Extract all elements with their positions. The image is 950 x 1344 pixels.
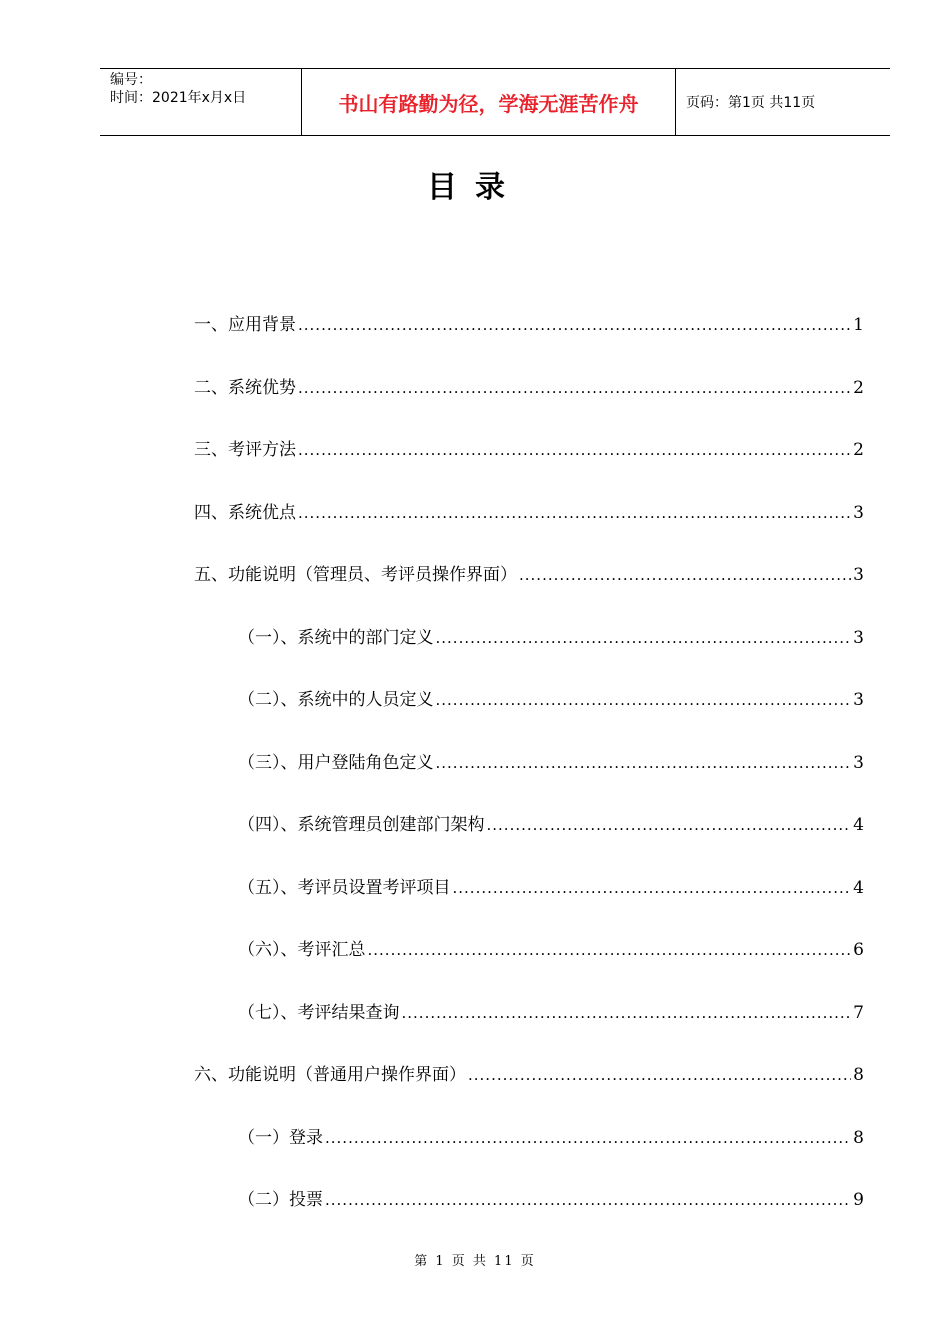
- toc-entry-page: 7: [853, 1002, 864, 1023]
- toc-entry-title: 一、应用背景: [194, 315, 296, 335]
- toc-entry-page: 6: [853, 940, 864, 960]
- page-title: 目录: [427, 170, 523, 205]
- toc-entry-title: （二）投票: [238, 1190, 323, 1210]
- toc-entry[interactable]: [238, 681, 864, 711]
- toc-entry-page: 3: [853, 752, 864, 773]
- toc-entry[interactable]: [238, 744, 864, 774]
- toc-entry-page: 3: [853, 502, 864, 523]
- toc-entry[interactable]: [194, 369, 864, 399]
- toc-leader-dots: [325, 1127, 851, 1149]
- toc-leader-dots: [402, 1002, 852, 1024]
- toc-leader-dots: [298, 377, 851, 399]
- toc-entry[interactable]: [194, 306, 864, 336]
- toc-entry-title: 五、功能说明（管理员、考评员操作界面）: [194, 565, 517, 585]
- toc-entry[interactable]: [194, 556, 864, 586]
- toc-leader-dots: [436, 689, 852, 711]
- toc-leader-dots: [298, 314, 851, 336]
- toc-leader-dots: [436, 627, 852, 649]
- toc-leader-dots: [298, 439, 851, 461]
- toc-entry-page: 3: [853, 690, 864, 710]
- header-meta-cell: [100, 69, 302, 135]
- serial-label: 编号：: [110, 72, 152, 88]
- toc-entry-page: 9: [853, 1190, 864, 1210]
- toc-entry-page: 4: [853, 815, 864, 835]
- toc-entry-title: （一）、系统中的部门定义: [238, 627, 434, 648]
- toc-entry-page: 2: [853, 440, 864, 460]
- toc-entry[interactable]: [238, 994, 864, 1024]
- toc-entry-title: （五）、考评员设置考评项目: [238, 877, 451, 898]
- time-label: 时间：2021年x月x日: [110, 90, 247, 106]
- toc-entry[interactable]: [238, 619, 864, 649]
- toc-leader-dots: [325, 1189, 851, 1211]
- toc-entry[interactable]: [194, 494, 864, 524]
- toc-leader-dots: [519, 564, 851, 586]
- page-header: [100, 68, 890, 136]
- toc-entry-title: （一）登录: [238, 1127, 323, 1148]
- header-motto: 书山有路勤为径，学海无涯苦作舟: [302, 69, 676, 135]
- toc-entry-title: 四、系统优点: [194, 502, 296, 523]
- toc-leader-dots: [368, 939, 852, 961]
- toc-leader-dots: [436, 752, 852, 774]
- toc-entry[interactable]: [238, 931, 864, 961]
- toc-entry-title: 六、功能说明（普通用户操作界面）: [194, 1065, 466, 1085]
- toc-leader-dots: [298, 502, 851, 524]
- toc-entry[interactable]: [194, 431, 864, 461]
- toc-leader-dots: [468, 1064, 851, 1086]
- toc-entry-page: 3: [853, 627, 864, 648]
- toc-entry-page: 8: [853, 1127, 864, 1148]
- header-page-info: 页码：第1页 共11页: [686, 95, 816, 111]
- toc-entry-title: （三）、用户登陆角色定义: [238, 752, 434, 773]
- toc-entry-title: （六）、考评汇总: [238, 940, 366, 960]
- toc-entry-title: 二、系统优势: [194, 377, 296, 398]
- toc-leader-dots: [487, 814, 852, 836]
- toc-entry[interactable]: [238, 1119, 864, 1149]
- toc-entry[interactable]: [194, 1056, 864, 1086]
- toc-leader-dots: [453, 877, 852, 899]
- toc-entry-title: （四）、系统管理员创建部门架构: [238, 815, 485, 835]
- toc-entry-page: 1: [853, 315, 864, 335]
- toc-entry[interactable]: [238, 869, 864, 899]
- toc-entry-title: 三、考评方法: [194, 440, 296, 460]
- page-footer: 第 1 页 共 11 页: [414, 1254, 536, 1269]
- toc-entry-title: （七）、考评结果查询: [238, 1002, 400, 1023]
- toc-entry[interactable]: [238, 1181, 864, 1211]
- toc-entry-title: （二）、系统中的人员定义: [238, 690, 434, 710]
- toc-entry-page: 4: [853, 877, 864, 898]
- toc-entry-page: 2: [853, 377, 864, 398]
- toc-entry-page: 8: [853, 1065, 864, 1085]
- toc-entry-page: 3: [853, 565, 864, 585]
- toc-entry[interactable]: [238, 806, 864, 836]
